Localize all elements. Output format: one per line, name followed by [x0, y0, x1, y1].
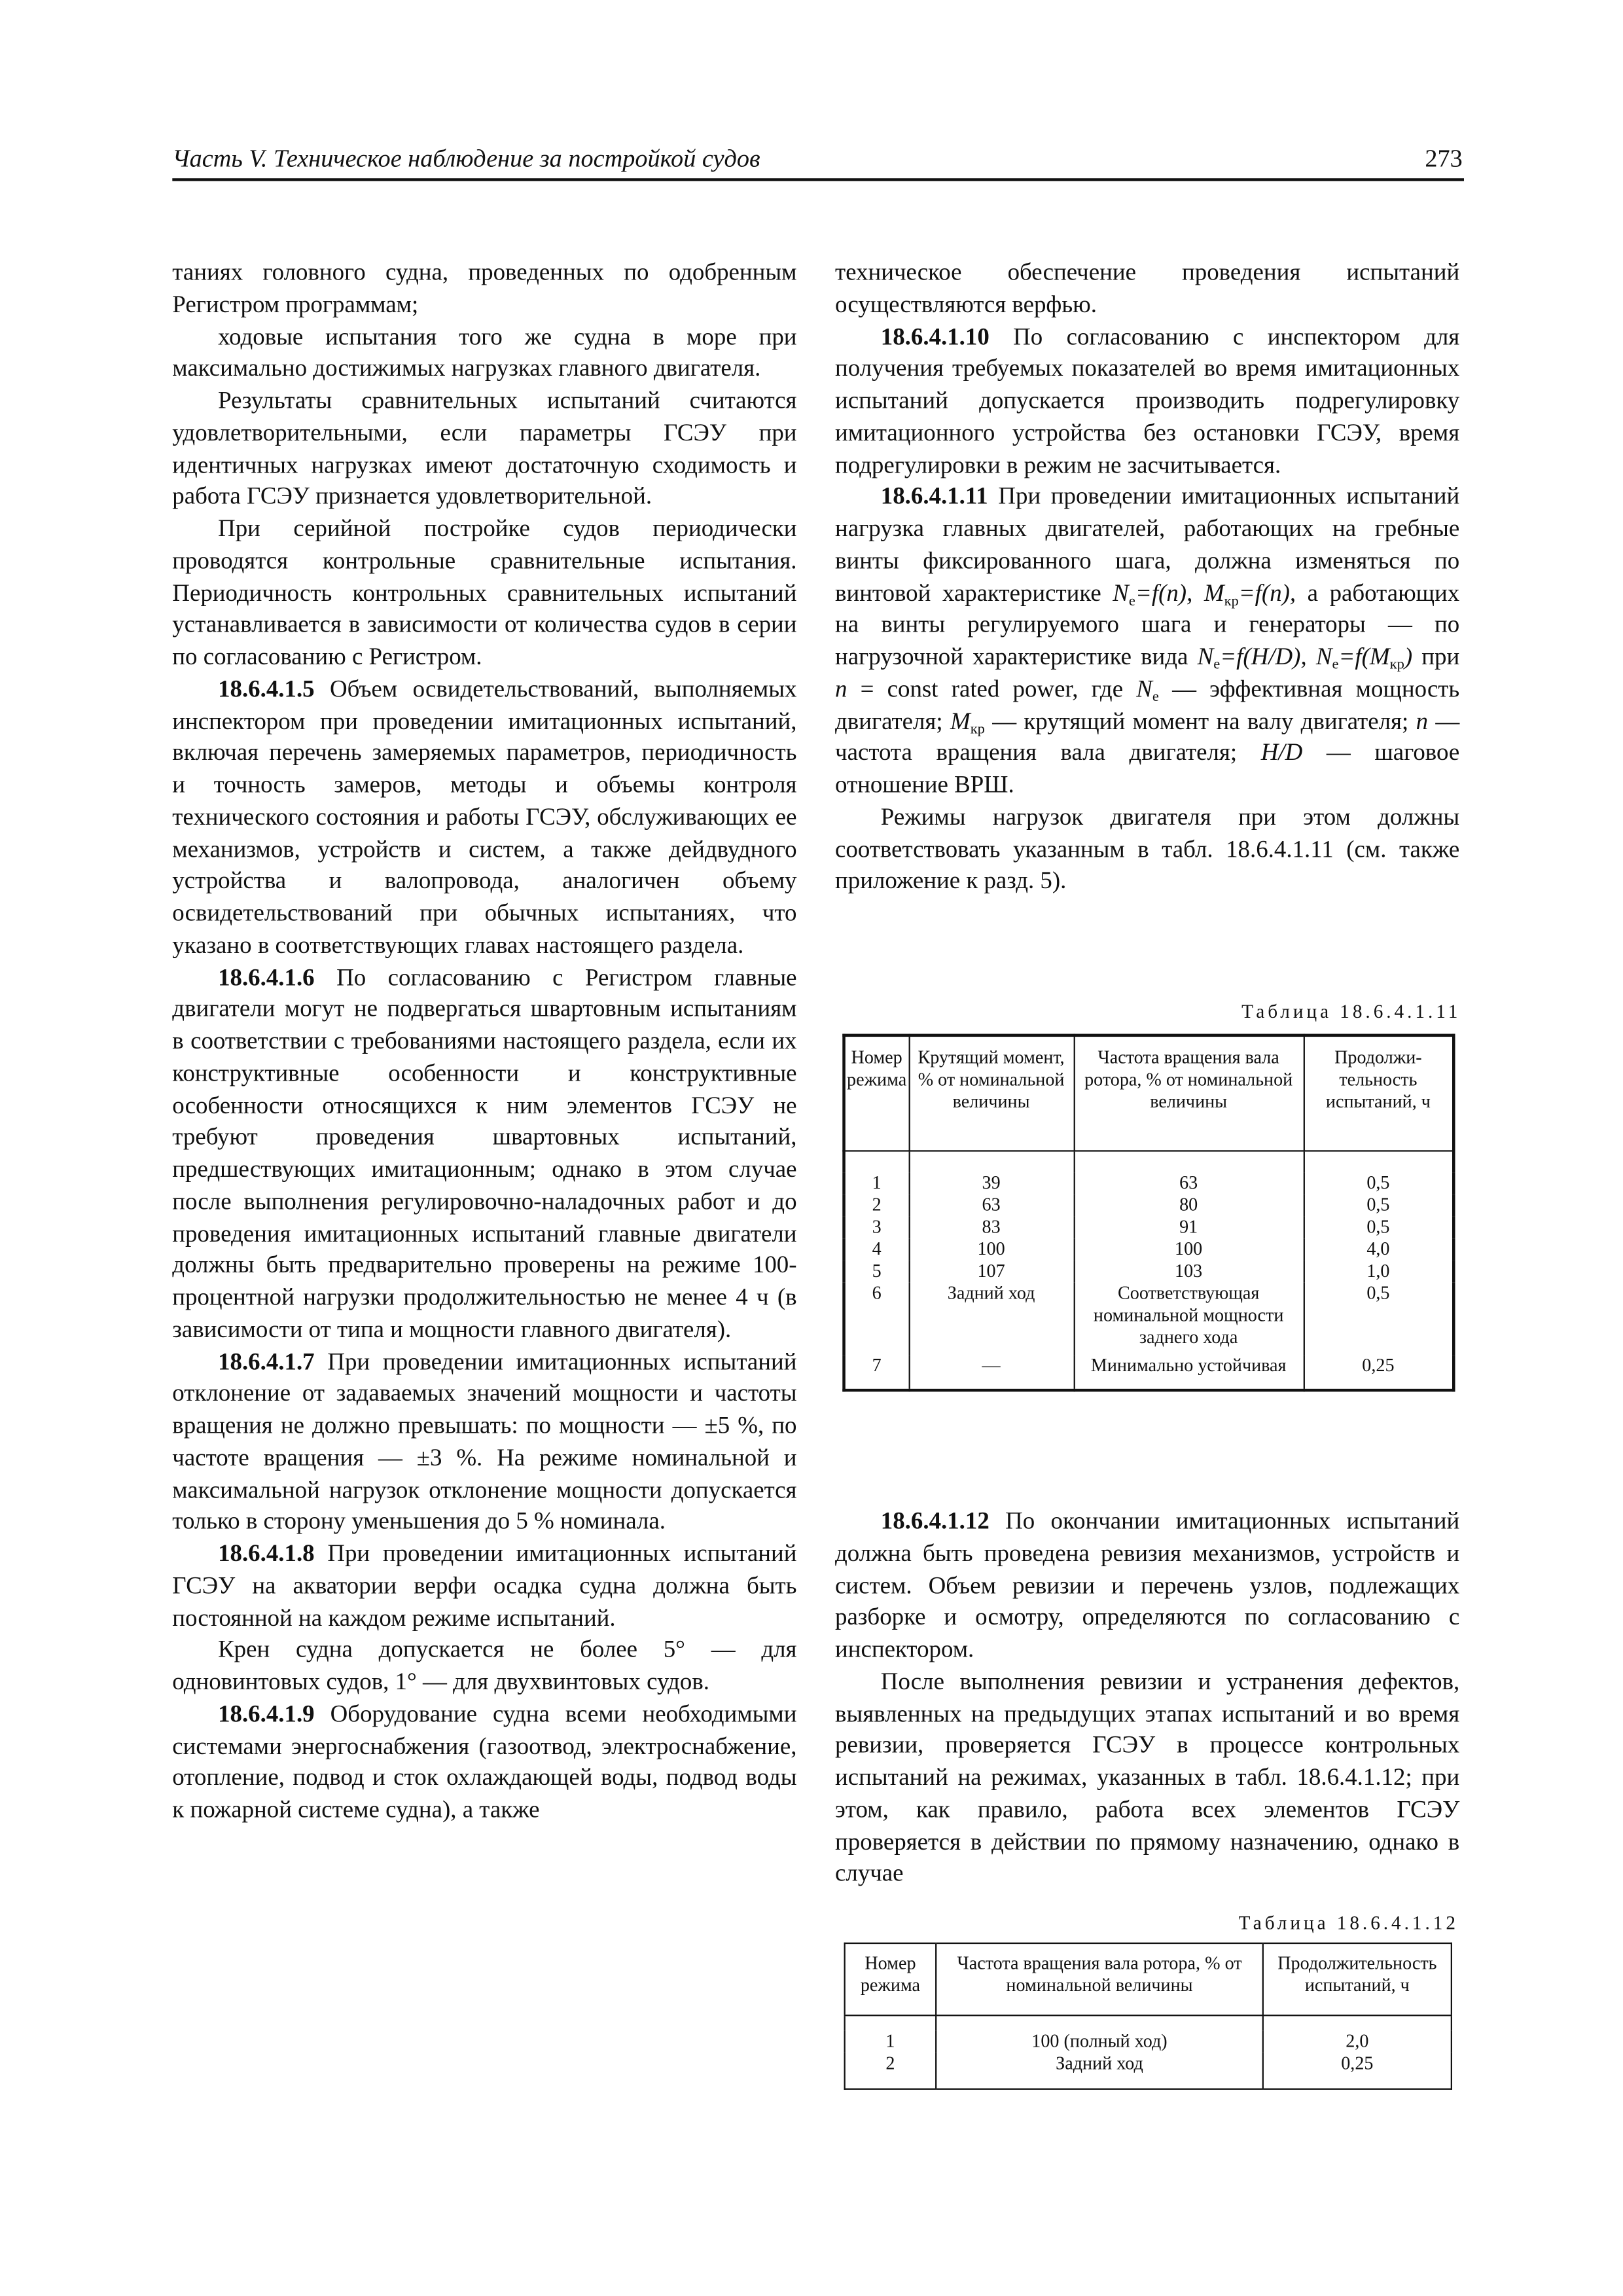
table-cell: 91 [1074, 1217, 1304, 1239]
section-text: — крутящий момент на валу двигателя; [984, 706, 1416, 734]
table-cell: 100 [909, 1238, 1074, 1261]
table-cell: 0,25 [1341, 2053, 1374, 2074]
paragraph-18-6-4-1-7 [172, 1345, 796, 1537]
table-cell: Задний ход [909, 1283, 1074, 1355]
table-cell: 0,5 [1366, 1172, 1390, 1193]
paragraph: При серийной постройке судов периодически проводятся контрольные сравнительные испытания. Периодичность контрольных сравнительных испытаний устанавливается в зависимости от количества судов в серии по согласованию с Регистром. [172, 514, 797, 670]
section-text: По согласованию с Регистром главные двигатели могут не подвергаться швартовным испытаниям в соответствии с требованиями настоящего раздела, если их конструктивные особенности и конструктивные особенности относящихся к ним элементов ГСЭУ не требуют проведения швартовных испытаний, предшествующих имитационным; однако в этом случае после выполнения регулировочно-наладочных работ и до проведения имитационных испытаний главные двигатели должны быть предварительно проверены на режиме 100-процентной нагрузки продолжительностью не менее 4 ч (в зависимости от типа и мощности главного двигателя). [172, 962, 797, 1343]
section-number: 18.6.4.1.8 [218, 1539, 315, 1568]
table-cell: 100 [1074, 1238, 1304, 1261]
table-header-row [844, 1035, 1454, 1151]
paragraph: Крен судна допускается не более 5° — для одновинтовых судов, 1° — для двухвинтовых судов. [172, 1635, 797, 1695]
table-cell: 4,0 [1366, 1238, 1390, 1259]
formula-subscript: кр [1224, 592, 1239, 609]
section-number: 18.6.4.1.5 [218, 673, 315, 702]
table-cell: 63 [1074, 1172, 1304, 1194]
table-header-row [845, 1943, 1452, 2015]
paragraph: Режимы нагрузок двигателя при этом должны соответствовать указанным в табл. 18.6.4.1.11 (см. также приложение к разд. 5). [835, 802, 1460, 895]
section-text: Объем освидетельствований, выполняемых инспектором при проведении имитационных испытаний, включая перечень замеряемых параметров, периодичность и точность замеров, методы и объемы контроля технического состояния и работы ГСЭУ, обслуживающих ее механизмов, устройств и систем, а также дейдвудного устройства и валопровода, аналогичен объему освидетельствований при обычных испытаниях, что указано в соответствующих главах настоящего раздела. [172, 673, 797, 959]
table-row [845, 2053, 1452, 2089]
table-row [844, 1355, 1454, 1390]
formula-symbol: N [1113, 578, 1129, 606]
table-header-cell: Продолжительность испытаний, ч [1304, 1035, 1454, 1151]
table-row [844, 1261, 1454, 1283]
table-header-cell: Частота вращения вала ротора, % от номинальной величины [1074, 1035, 1304, 1151]
table-cell: 63 [909, 1194, 1074, 1217]
formula-subscript: кр [1389, 656, 1404, 673]
table-cell: 100 (полный ход) [936, 2031, 1263, 2053]
section-text: — эффективная мощность двигателя; [835, 673, 1460, 734]
table-cell: 4 [844, 1238, 909, 1261]
table-cell: 0,5 [1366, 1194, 1390, 1215]
table-cell: — [909, 1355, 1074, 1390]
table-cell: 3 [844, 1217, 909, 1239]
section-text: При проведении имитационных испытаний нагрузка главных двигателей, работающих на гребные винты фиксированного шага, должна изменяться по винтовой характеристике [835, 482, 1460, 606]
table-header-cell: Частота вращения вала ротора, % от номинальной величины [936, 1943, 1263, 2015]
paragraph-18-6-4-1-5 [172, 673, 796, 961]
paragraph-18-6-4-1-10 [835, 320, 1459, 480]
table-cell: 7 [844, 1355, 909, 1390]
paragraph: техническое обеспечение проведения испытаний осуществляются верфью. [835, 257, 1460, 318]
formula-symbol: M [1204, 578, 1224, 606]
formula-symbol: =f(M [1338, 642, 1390, 670]
formula-symbol: n [1416, 706, 1429, 734]
header-rule [172, 178, 1464, 181]
formula-subscript: кр [970, 721, 985, 738]
table-row [844, 1238, 1454, 1261]
table-cell: 83 [909, 1217, 1074, 1239]
section-text: По согласованию с инспектором для получения требуемых показателей во время имитационных испытаний допускается производить подрегулировку имитационного устройства без остановки ГСЭУ, время подрегулировки в режим не засчитывается. [835, 321, 1460, 478]
table-cell: 6 [844, 1283, 909, 1355]
table-cell: 1 [844, 1172, 909, 1194]
section-text: При проведении имитационных испытаний отклонение от задаваемых значений мощности и частоты вращения не должно превышать: по мощности — ±5 %, по частоте вращения — ±3 %. На режиме номинальной и максимальной нагрузок отклонение мощности допускается только в сторону уменьшения до 5 % номинала. [172, 1346, 797, 1535]
table-cell: 0,25 [1362, 1355, 1395, 1376]
table-cell: 0,5 [1366, 1216, 1390, 1238]
paragraph: таниях головного судна, проведенных по одобренным Регистром программам; [172, 257, 797, 318]
section-number: 18.6.4.1.12 [880, 1506, 990, 1535]
section-text: — шаговое отношение ВРШ. [835, 738, 1460, 798]
formula-subscript: e [1332, 656, 1339, 673]
table-header-cell: Номер режима [845, 1943, 936, 2015]
table-cell: 2,0 [1346, 2030, 1369, 2052]
paragraph: Результаты сравнительных испытаний считаются удовлетворительными, если параметры ГСЭУ при идентичных нагрузках имеют достаточную сходимость и работа ГСЭУ признается удовлетворительной. [172, 386, 797, 511]
section-text: при [1412, 642, 1460, 670]
table-cell: 39 [909, 1172, 1074, 1194]
paragraph-18-6-4-1-9 [172, 1698, 796, 1826]
table-cell: 2 [844, 1194, 909, 1217]
section-number: 18.6.4.1.7 [218, 1346, 315, 1375]
paragraph: После выполнения ревизии и устранения дефектов, выявленных на предыдущих этапах испытаний и во время ревизии, проверяется ГСЭУ в процессе контрольных испытаний на режимах, указанных в табл. 18.6.4.1.12; при этом, как правило, работа всех элементов ГСЭУ проверяется в действии по прямому назначению, однако в случае [835, 1666, 1460, 1887]
table-caption: Таблица 18.6.4.1.12 [1238, 1911, 1459, 1934]
table-cell: 0,5 [1366, 1282, 1390, 1304]
right-column-upper [835, 257, 1459, 897]
paragraph-18-6-4-1-8 [172, 1537, 796, 1634]
table-row [845, 2031, 1452, 2053]
table-caption: Таблица 18.6.4.1.11 [1241, 999, 1461, 1022]
table-spacer-row [844, 1151, 1454, 1172]
section-text: Оборудование судна всеми необходимыми системами энергоснабжения (газоотвод, электроснабжение, отопление, подвод и сток охлаждающей воды, подвод воды к пожарной системе судна), а также [172, 1699, 797, 1823]
table-cell: 5 [844, 1261, 909, 1283]
formula-symbol: M [950, 706, 971, 734]
table-cell: Задний ход [936, 2053, 1263, 2089]
formula-symbol: N [1315, 642, 1332, 670]
right-column-lower [835, 1505, 1459, 1890]
table-18-6-4-1-12 [844, 1943, 1452, 2090]
section-text: По окончании имитационных испытаний должна быть проведена ревизия механизмов, устройств и систем. Объем ревизии и перечень узлов, подлежащих разборке и осмотру, определяются по согласованию с инспектором. [835, 1506, 1460, 1663]
section-text: При проведении имитационных испытаний ГСЭУ на акватории верфи осадка судна должна быть постоянной на каждом режиме испытаний. [172, 1539, 797, 1631]
table-cell: Минимально устойчивая [1074, 1355, 1304, 1390]
table-row [844, 1217, 1454, 1239]
table-row [844, 1194, 1454, 1217]
paragraph: ходовые испытания того же судна в море при максимально достижимых нагрузках главного двигателя. [172, 321, 797, 382]
running-header-title: Часть V. Техническое наблюдение за постройкой судов [172, 144, 760, 173]
paragraph-18-6-4-1-6 [172, 961, 796, 1345]
table-cell: 1 [845, 2031, 936, 2053]
paragraph-18-6-4-1-11 [835, 480, 1459, 800]
formula-subscript: e [1213, 656, 1221, 673]
formula-symbol: =f(n), [1238, 578, 1296, 606]
table-18-6-4-1-11 [842, 1034, 1455, 1392]
formula-subscript: e [1128, 592, 1135, 609]
table-cell: Соответствующая номинальной мощности заднего хода [1074, 1283, 1304, 1355]
formula-symbol: =f(n), [1135, 578, 1193, 606]
table-cell: 103 [1074, 1261, 1304, 1283]
table-row [844, 1283, 1454, 1355]
formula-subscript: e [1152, 689, 1159, 706]
table-cell: 107 [909, 1261, 1074, 1283]
section-text: а работающих на винты регулируемого шага и генераторы — по нагрузочной характеристике вида [835, 578, 1460, 670]
section-number: 18.6.4.1.11 [880, 482, 988, 511]
table-header-cell: Крутящий момент, % от номинальной величины [909, 1035, 1074, 1151]
formula-symbol: H/D [1260, 738, 1303, 766]
formula-symbol: =f(H/D), [1220, 642, 1307, 670]
section-number: 18.6.4.1.6 [218, 962, 315, 991]
formula-symbol: n [835, 673, 847, 702]
table-row [844, 1172, 1454, 1194]
formula-symbol: ) [1404, 642, 1413, 670]
table-header-cell: Продолжительность испытаний, ч [1263, 1943, 1452, 2015]
table-cell: 2 [845, 2053, 936, 2089]
section-text: — частота вращения вала двигателя; [835, 706, 1460, 766]
table-cell: 80 [1074, 1194, 1304, 1217]
table-spacer-row [845, 2015, 1452, 2031]
table-header-cell: Номер режима [844, 1035, 909, 1151]
paragraph-18-6-4-1-12 [835, 1505, 1459, 1666]
section-text: = const rated power, где [847, 673, 1137, 702]
formula-symbol: N [1136, 673, 1152, 702]
section-number: 18.6.4.1.9 [218, 1699, 315, 1727]
left-column [172, 257, 796, 1826]
formula-symbol: N [1197, 642, 1214, 670]
table-cell: 1,0 [1366, 1261, 1390, 1282]
page-number: 273 [1425, 144, 1463, 173]
section-number: 18.6.4.1.10 [880, 321, 990, 350]
